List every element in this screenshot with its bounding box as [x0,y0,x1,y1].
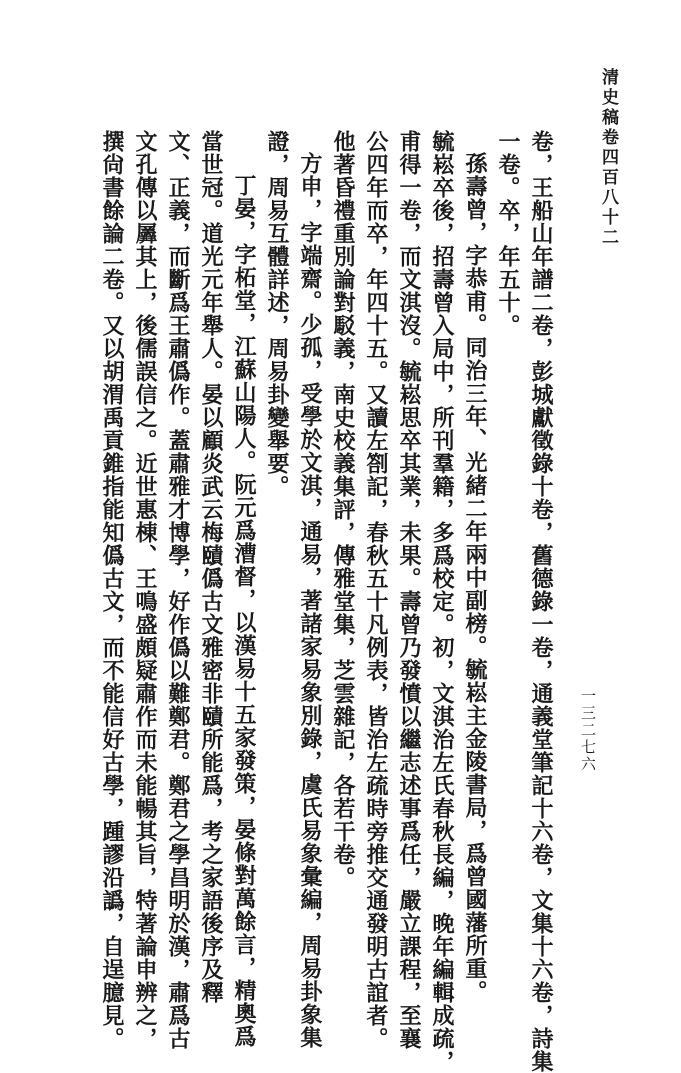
text-column-5: 甫得一卷，而文淇沒。毓崧思卒其業，未果。壽曾乃發憤以繼志述事爲任，嚴立課程，至襄 [396,130,422,1050]
text-column-13: 文孔傳以羼其上，後儒誤信之。近世惠棟、王鳴盛頗疑肅作而未能暢其旨，特著論申辨之， [132,130,158,1050]
text-column-11: 當世冠。道光元年舉人。晏以顧炎武云梅賾僞古文雅密非賾所能爲，考之家語後序及釋 [198,130,224,1004]
text-column-2: 一卷。卒，年五十。 [495,130,521,337]
text-column-7: 他著昏禮重別論對駁義，南史校義集評，傳雅堂集，芝雲雜記，各若干卷。 [330,130,356,889]
text-column-4: 毓崧卒後，招壽曾入局中，所刊羣籍，多爲校定。初，文淇治左氏春秋長編，晚年編輯成疏， [429,130,455,1073]
text-column-1: 卷，王船山年譜二卷，彭城獻徵錄十卷，舊德錄一卷，通義堂筆記十六卷，文集十六卷，詩集 [528,130,554,1073]
text-column-3: 孫壽曾，字恭甫。同治三年、光緒二年兩中副榜。毓崧主金陵書局，爲曾國藩所重。 [462,152,488,1003]
text-column-8: 方申，字端齋。少孤，受學於文淇，通易，著諸家易象別錄，虞氏易象彙編，周易卦象集 [297,152,323,1049]
page-number: 一三二七六 [579,688,597,773]
running-header: 清史稿卷四百八十二 [598,68,618,248]
text-column-9: 證，周易互體詳述，周易卦變舉要。 [264,130,290,498]
text-column-6: 公四年而卒，年四十五。又讀左劄記，春秋五十凡例表，皆治左疏時旁推交通發明古誼者。 [363,130,389,1050]
text-column-10: 丁晏，字柘堂，江蘇山陽人。阮元爲漕督，以漢易十五家發策，晏條對萬餘言，精奧爲 [231,174,257,1048]
text-column-12: 文、正義，而斷爲王肅僞作。蓋肅雅才博學，好作僞以難鄭君。鄭君之學昌明於漢，肅爲古 [165,130,191,1050]
text-column-14: 撰尙書餘論二卷。又以胡渭禹貢錐指能知僞古文，而不能信好古學，踵謬沿譌，自逞臆見。 [99,130,125,1050]
